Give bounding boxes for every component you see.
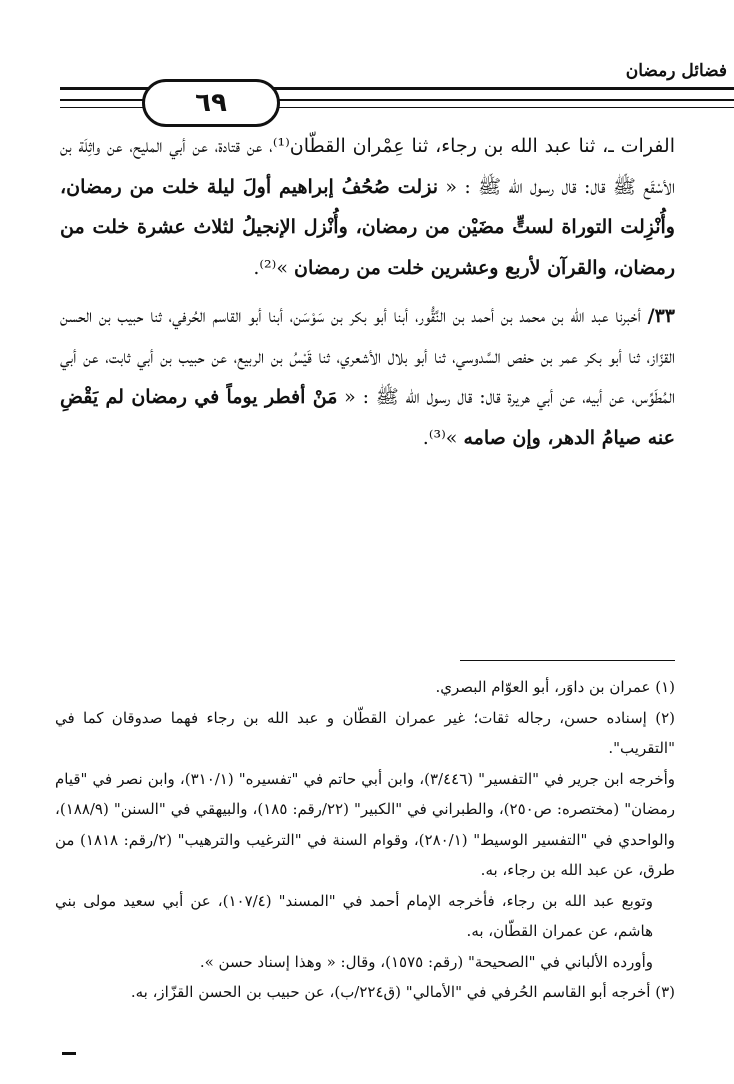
hadith-paragraph-2 <box>60 296 675 458</box>
main-text <box>60 126 675 458</box>
closing-quote: »⁽²⁾. <box>253 256 295 279</box>
footnote-1: (١) عمران بن داوَر، أبو العوّام البصري. <box>435 678 675 696</box>
isnad-text: أخبرنا عبد الله بن محمد بن أحمد بن النَّقُّور، أبنا أبو بكر بن سَوْسَن، أبنا أبو القاسم الحُرفي، ثنا حبيب بن الحسن القزّاز، ثنا أبو بكر عمر بن حفص السَّدوسي، ثنا أبو بلال الأشعري، ثنا قَيْسُ بن الربيع، عن حبيب بن أبي ثابت، عن أبي المُطَوِّس، عن أبيه، عن أبي هريرة قال: قال رسول الله ﷺ : « <box>60 305 676 408</box>
footnote-separator <box>460 660 675 661</box>
hadith-paragraph-1 <box>60 126 675 288</box>
page-header <box>60 55 734 125</box>
matn-text: نزلت صُحُفُ إبراهيم أولَ ليلة خلت من رمضان، وأُنْزِلت التوراة لستٍّ مضَيْن من رمضان، وأُنْزل الإنجيلُ لثلاث عشرة خلت من رمضان، والقرآن لأربع وعشرين خلت من رمضان <box>60 175 675 279</box>
page-number-box <box>142 79 280 127</box>
running-title: فضائل رمضان <box>625 61 727 81</box>
footnotes <box>55 672 675 1008</box>
closing-quote: »⁽³⁾. <box>422 426 464 449</box>
footnote-3: (٣) أخرجه أبو القاسم الحُرفي في "الأمالي" (ق٢٢٤/ب)، عن حبيب بن الحسن القزّاز، به. <box>130 983 675 1001</box>
page-end-mark <box>62 1052 76 1055</box>
hadith-number: ٣٣/ <box>647 305 675 327</box>
footnote-2-albani: وأورده الألباني في "الصحيحة" (رقم: ١٥٧٥)، وقال: « وهذا إسناد حسن ». <box>199 952 653 971</box>
matn-text: مَنْ أفطر يوماً في رمضان لم يَقْضِ عنه صيامُ الدهر، وإن صامه <box>60 386 675 449</box>
page-number: ٦٩ <box>195 88 227 118</box>
footnote-2-takhrij: وأخرجه ابن جرير في "التفسير" (٣/٤٤٦)، وابن أبي حاتم في "تفسيره" (٣١٠/١)، وابن نصر في "قيام رمضان" (مختصره: ص٢٥٠)، والطبراني في "الكبير" (٢٢/رقم: ١٨٥)، والبيهقي في "السنن" (١٨٨/٩)، والواحدي في "التفسير الوسيط" (٢٨٠/١)، وقوام السنة في "الترغيب والترهيب" (٢/رقم: ١٨١٨) من طرق، عن عبد الله بن رجاء، به. <box>55 769 676 879</box>
footnote-2: (٢) إسناده حسن، رجاله ثقات؛ غير عمران القطّان و عبد الله بن رجاء فهما صدوقان كما في "التقريب". <box>55 708 675 757</box>
isnad-text: الفرات ـ، ثنا عبد الله بن رجاء، ثنا عِمْران القطّان⁽¹⁾، عن قتادة، عن أبي المليح، عن واثِلَة بن الأسْقَع ﷺ قال: قال رسول الله ﷺ : « <box>60 135 675 198</box>
footnote-2-mutabaah: وتوبع عبد الله بن رجاء، فأخرجه الإمام أحمد في "المسند" (١٠٧/٤)، عن أبي سعيد مولى بني هاشم، عن عمران القطّان، به. <box>55 891 653 940</box>
